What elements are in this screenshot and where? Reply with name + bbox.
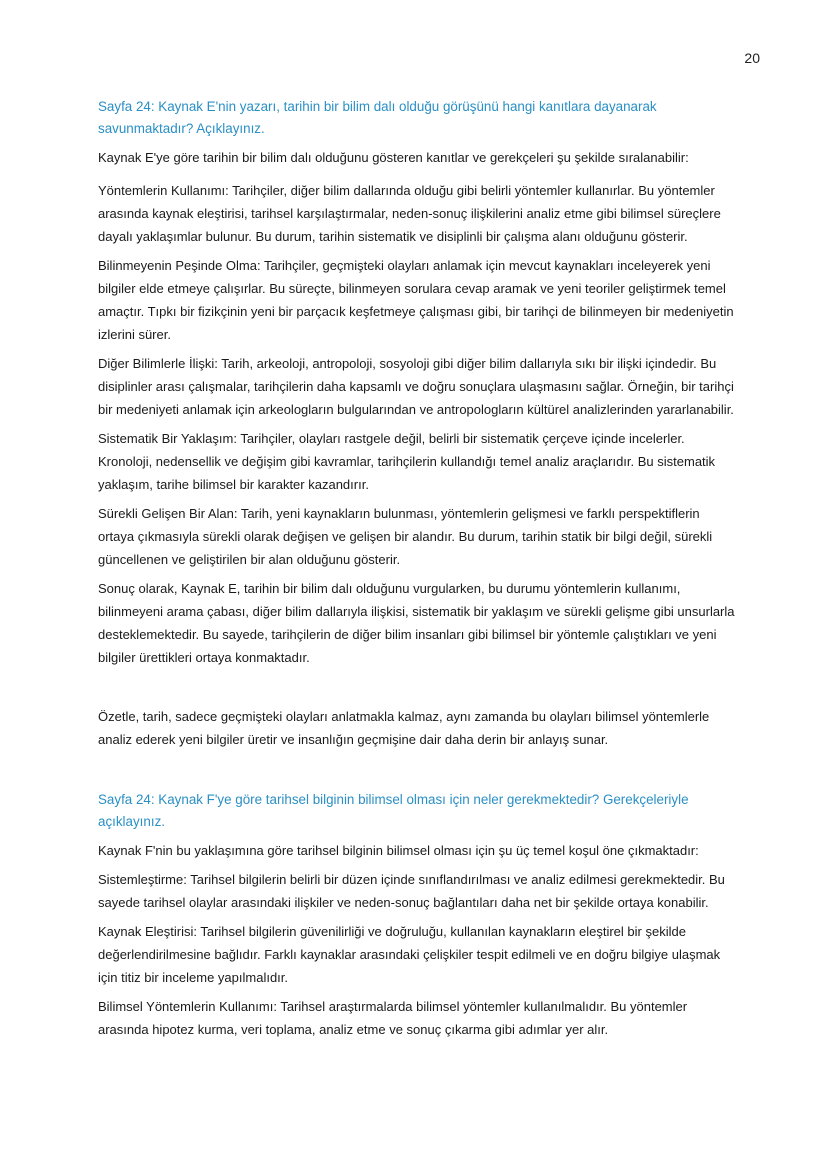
summary-paragraph: Özetle, tarih, sadece geçmişteki olayları anlatmakla kalmaz, aynı zamanda bu olayları bilimsel yöntemlerle analiz ederek yeni bilgiler üretir ve insanlığın geçmişine dair daha derin bir anlayış sunar. bbox=[98, 709, 710, 747]
paragraph-scientific-methods: Bilimsel Yöntemlerin Kullanımı: Tarihsel araştırmalarda bilimsel yöntemler kullanılmalıdır. Bu yöntemler arasında hipotez kurma, veri toplama, analiz etme ve sonuç çıkarma gibi adımlar yer alır. bbox=[98, 999, 688, 1037]
paragraph-systematic: Sistematik Bir Yaklaşım: Tarihçiler, olayları rastgele değil, belirli bir sistematik çerçeve içinde incelerler. Kronoloji, nedensellik ve değişim gibi kavramlar, tarihçilerin kullandığı temel analiz araçlarıdır. Bu sistematik yaklaşım, tarihe bilimsel bir karakter kazandırır. bbox=[98, 431, 716, 492]
paragraph-developing: Sürekli Gelişen Bir Alan: Tarih, yeni kaynakların bulunması, yöntemlerin gelişmesi ve farklı perspektiflerin ortaya çıkmasıyla sürekli olarak değişen ve gelişen bir alandır. Bu durum, tarihin statik bir bilgi değil, sürekli güncellenen ve geliştirilen bir alan olduğunu gösterir. bbox=[98, 506, 713, 567]
paragraph-unknown: Bilinmeyenin Peşinde Olma: Tarihçiler, geçmişteki olayları anlamak için mevcut kaynakları inceleyerek yeni bilgiler elde etmeye çalışırlar. Bu süreçte, bilinmeyen sorulara cevap aramak ve yeni teoriler geliştirmek temel amaçtır. Tıpkı bir fizikçinin yeni bir parçacık keşfetmeye çalışması gibi, bir tarihçi de bilinmeyen bir medeniyetin izlerini sürer. bbox=[98, 258, 734, 342]
intro-paragraph-1: Kaynak E'ye göre tarihin bir bilim dalı olduğunu gösteren kanıtlar ve gerekçeleri şu şekilde sıralanabilir: bbox=[98, 150, 689, 165]
document-body bbox=[98, 96, 738, 1047]
intro-paragraph-2: Kaynak F'nin bu yaklaşımına göre tarihsel bilginin bilimsel olması için şu üç temel koşul öne çıkmaktadır: bbox=[98, 843, 699, 858]
paragraph-source-criticism: Kaynak Eleştirisi: Tarihsel bilgilerin güvenilirliği ve doğruluğu, kullanılan kaynakların eleştirel bir şekilde değerlendirilmesine bağlıdır. Farklı kaynaklar arasındaki çelişkiler tespit edilmeli ve en doğru bilgiye ulaşmak için titiz bir inceleme yapılmalıdır. bbox=[98, 924, 721, 985]
paragraph-other-sciences: Diğer Bilimlerle İlişki: Tarih, arkeoloji, antropoloji, sosyoloji gibi diğer bilim dallarıyla sıkı bir ilişki içindedir. Bu disiplinler arası çalışmalar, tarihçilerin daha kapsamlı ve doğru sonuçlara ulaşmasını sağlar. Örneğin, bir tarihçi bir medeniyeti anlamak için arkeologların bulgularından ve antropologların kültürel analizlerinden yararlanabilir. bbox=[98, 356, 734, 417]
paragraph-conclusion: Sonuç olarak, Kaynak E, tarihin bir bilim dalı olduğunu vurgularken, bu durumu yöntemlerin kullanımı, bilinmeyeni arama çabası, diğer bilim dallarıyla ilişkisi, sistematik bir yaklaşım ve sürekli gelişme gibi unsurlarla desteklemektedir. Bu sayede, tarihçilerin de diğer bilim insanları gibi bilimsel bir yöntemle çalıştıkları ve yeni bilgiler ürettikleri ortaya konmaktadır. bbox=[98, 581, 735, 665]
paragraph-systematization: Sistemleştirme: Tarihsel bilgilerin belirli bir düzen içinde sınıflandırılması ve analiz edilmesi gerekmektedir. Bu sayede tarihsel olaylar arasındaki ilişkiler ve neden-sonuç bağlantıları daha net bir şekilde ortaya konabilir. bbox=[98, 872, 725, 910]
question-heading-1: Sayfa 24: Kaynak E'nin yazarı, tarihin bir bilim dalı olduğu görüşünü hangi kanıtlara dayanarak savunmaktadır? Açıklayınız. bbox=[98, 99, 657, 136]
paragraph-methods: Yöntemlerin Kullanımı: Tarihçiler, diğer bilim dallarında olduğu gibi belirli yöntemler kullanırlar. Bu yöntemler arasında kaynak eleştirisi, tarihsel karşılaştırmalar, neden-sonuç ilişkilerini analiz etme gibi bilimsel süreçlere dayalı yaklaşımlar bulunur. Bu durum, tarihin sistematik ve disiplinli bir çalışma alanı olduğunu gösterir. bbox=[98, 183, 721, 244]
question-heading-2: Sayfa 24: Kaynak F'ye göre tarihsel bilginin bilimsel olması için neler gerekmektedir? Gerekçeleriyle açıklayınız. bbox=[98, 792, 689, 829]
page-number: 20 bbox=[744, 50, 760, 66]
